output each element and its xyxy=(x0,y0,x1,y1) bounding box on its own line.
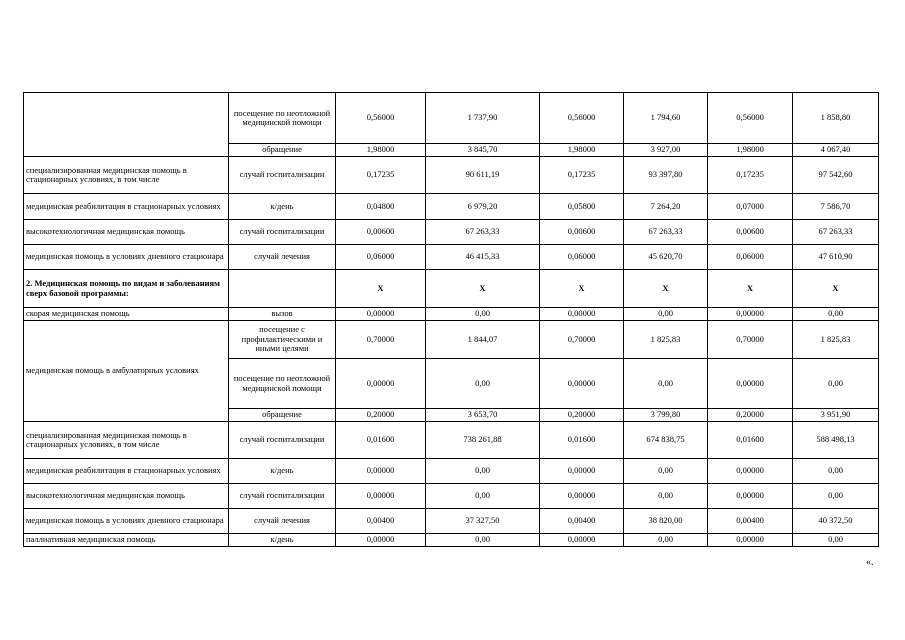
row-value: 1,98000 xyxy=(336,144,426,157)
row-value: 1 794,60 xyxy=(624,93,708,144)
row-unit: случай госпитализации xyxy=(229,157,336,194)
row-value: 37 327,50 xyxy=(426,509,540,534)
row-value: 0,00 xyxy=(624,459,708,484)
row-value: Х xyxy=(624,270,708,308)
row-value: 0,20000 xyxy=(708,409,793,422)
row-value: 0,56000 xyxy=(540,93,624,144)
row-value: 3 927,00 xyxy=(624,144,708,157)
row-unit: случай госпитализации xyxy=(229,422,336,459)
row-value: 0,00400 xyxy=(540,509,624,534)
row-value: 0,00000 xyxy=(336,484,426,509)
row-value: 0,56000 xyxy=(708,93,793,144)
row-value: 0,70000 xyxy=(540,321,624,359)
row-value: Х xyxy=(708,270,793,308)
row-name xyxy=(24,93,229,157)
row-value: 0,00400 xyxy=(336,509,426,534)
row-value: 4 067,40 xyxy=(793,144,879,157)
row-value: 38 820,00 xyxy=(624,509,708,534)
row-value: 0,04800 xyxy=(336,194,426,220)
row-unit: к/день xyxy=(229,459,336,484)
section-heading: 2. Медицинская помощь по видам и заболеваниям сверх базовой программы: xyxy=(24,270,229,308)
row-value: 0,01600 xyxy=(336,422,426,459)
row-value: 0,06000 xyxy=(336,245,426,270)
row-unit: посещение с профилактическими и иными целями xyxy=(229,321,336,359)
row-unit: к/день xyxy=(229,194,336,220)
row-name: медицинская реабилитация в стационарных условиях xyxy=(24,194,229,220)
row-value: 97 542,60 xyxy=(793,157,879,194)
row-value: 0,05800 xyxy=(540,194,624,220)
row-unit: посещение по неотложной медицинской помощи xyxy=(229,93,336,144)
row-value: 0,70000 xyxy=(708,321,793,359)
row-value: 0,00000 xyxy=(708,308,793,321)
row-value: 47 610,90 xyxy=(793,245,879,270)
table-row xyxy=(24,459,879,484)
row-value: 0,17235 xyxy=(540,157,624,194)
row-unit: обращение xyxy=(229,409,336,422)
row-value: 0,06000 xyxy=(540,245,624,270)
row-value: 67 263,33 xyxy=(793,220,879,245)
row-value: 0,00000 xyxy=(708,484,793,509)
row-value: Х xyxy=(540,270,624,308)
row-value: 93 397,80 xyxy=(624,157,708,194)
row-name: специализированная медицинская помощь в стационарных условиях, в том числе xyxy=(24,422,229,459)
row-value: 40 372,50 xyxy=(793,509,879,534)
row-value: 0,07000 xyxy=(708,194,793,220)
tariff-table xyxy=(23,92,879,547)
row-value: 0,00 xyxy=(426,534,540,547)
row-value: 0,00 xyxy=(793,359,879,409)
row-value: 0,01600 xyxy=(540,422,624,459)
row-value: 67 263,33 xyxy=(426,220,540,245)
row-unit xyxy=(229,270,336,308)
row-value: 0,17235 xyxy=(708,157,793,194)
row-value: 0,70000 xyxy=(336,321,426,359)
row-value: 0,00 xyxy=(426,459,540,484)
row-value: 0,00400 xyxy=(708,509,793,534)
row-name: высокотехнологичная медицинская помощь xyxy=(24,484,229,509)
row-value: 1 825,83 xyxy=(793,321,879,359)
row-name: медицинская помощь в условиях дневного стационара xyxy=(24,245,229,270)
row-value: 0,00 xyxy=(426,308,540,321)
row-value: 0,00000 xyxy=(336,534,426,547)
row-value: 1 825,83 xyxy=(624,321,708,359)
row-value: 0,00 xyxy=(624,308,708,321)
row-value: 3 653,70 xyxy=(426,409,540,422)
row-value: 0,17235 xyxy=(336,157,426,194)
table-row xyxy=(24,484,879,509)
row-unit: вызов xyxy=(229,308,336,321)
row-value: 1,98000 xyxy=(708,144,793,157)
row-unit: к/день xyxy=(229,534,336,547)
row-name: медицинская реабилитация в стационарных условиях xyxy=(24,459,229,484)
row-value: 67 263,33 xyxy=(624,220,708,245)
row-name: скорая медицинская помощь xyxy=(24,308,229,321)
row-value: 90 611,19 xyxy=(426,157,540,194)
table-row xyxy=(24,220,879,245)
row-value: Х xyxy=(336,270,426,308)
row-name: медицинская помощь в амбулаторных условиях xyxy=(24,321,229,422)
row-value: 0,00 xyxy=(426,484,540,509)
row-unit: обращение xyxy=(229,144,336,157)
row-value: 1 858,80 xyxy=(793,93,879,144)
row-value: 0,00600 xyxy=(540,220,624,245)
row-value: 0,01600 xyxy=(708,422,793,459)
table-row xyxy=(24,157,879,194)
row-value: 0,00600 xyxy=(336,220,426,245)
row-value: 0,00000 xyxy=(708,534,793,547)
table-row xyxy=(24,194,879,220)
row-value: 0,00000 xyxy=(336,308,426,321)
row-value: 1 737,90 xyxy=(426,93,540,144)
row-value: 3 799,80 xyxy=(624,409,708,422)
table-row xyxy=(24,422,879,459)
row-value: 45 620,70 xyxy=(624,245,708,270)
row-name: высокотехнологичная медицинская помощь xyxy=(24,220,229,245)
row-value: 0,00000 xyxy=(336,359,426,409)
row-unit: посещение по неотложной медицинской помощи xyxy=(229,359,336,409)
closing-quote-mark: «. xyxy=(866,557,874,568)
row-value: 0,00 xyxy=(624,359,708,409)
table-row xyxy=(24,308,879,321)
row-value: 0,56000 xyxy=(336,93,426,144)
table-row xyxy=(24,509,879,534)
table-row xyxy=(24,321,879,359)
row-value: 0,00 xyxy=(793,484,879,509)
row-value: Х xyxy=(793,270,879,308)
row-value: 1,98000 xyxy=(540,144,624,157)
row-value: 0,00 xyxy=(426,359,540,409)
row-value: 0,00000 xyxy=(540,359,624,409)
row-value: 0,00000 xyxy=(540,308,624,321)
row-value: Х xyxy=(426,270,540,308)
row-value: 0,00600 xyxy=(708,220,793,245)
row-value: 7 586,70 xyxy=(793,194,879,220)
table-row xyxy=(24,270,879,308)
row-unit: случай госпитализации xyxy=(229,484,336,509)
row-value: 0,00 xyxy=(624,484,708,509)
row-value: 46 415,33 xyxy=(426,245,540,270)
row-unit: случай лечения xyxy=(229,509,336,534)
row-value: 3 951,90 xyxy=(793,409,879,422)
row-value: 1 844,07 xyxy=(426,321,540,359)
row-value: 0,00000 xyxy=(708,459,793,484)
row-value: 0,00000 xyxy=(336,459,426,484)
row-value: 674 838,75 xyxy=(624,422,708,459)
table-row xyxy=(24,534,879,547)
row-value: 0,00000 xyxy=(708,359,793,409)
table-row xyxy=(24,93,879,144)
row-value: 738 261,88 xyxy=(426,422,540,459)
row-value: 6 979,20 xyxy=(426,194,540,220)
row-value: 0,06000 xyxy=(708,245,793,270)
row-value: 588 498,13 xyxy=(793,422,879,459)
row-value: 0,20000 xyxy=(540,409,624,422)
row-value: 0,00000 xyxy=(540,484,624,509)
row-name: специализированная медицинская помощь в стационарных условиях, в том числе xyxy=(24,157,229,194)
row-value: 0,00000 xyxy=(540,534,624,547)
row-value: 0,00 xyxy=(624,534,708,547)
table-row xyxy=(24,245,879,270)
row-unit: случай лечения xyxy=(229,245,336,270)
row-value: 3 845,70 xyxy=(426,144,540,157)
row-unit: случай госпитализации xyxy=(229,220,336,245)
row-value: 7 264,20 xyxy=(624,194,708,220)
row-value: 0,00000 xyxy=(540,459,624,484)
row-value: 0,00 xyxy=(793,534,879,547)
row-value: 0,00 xyxy=(793,459,879,484)
row-name: паллиативная медицинская помощь xyxy=(24,534,229,547)
row-value: 0,00 xyxy=(793,308,879,321)
row-name: медицинская помощь в условиях дневного стационара xyxy=(24,509,229,534)
row-value: 0,20000 xyxy=(336,409,426,422)
